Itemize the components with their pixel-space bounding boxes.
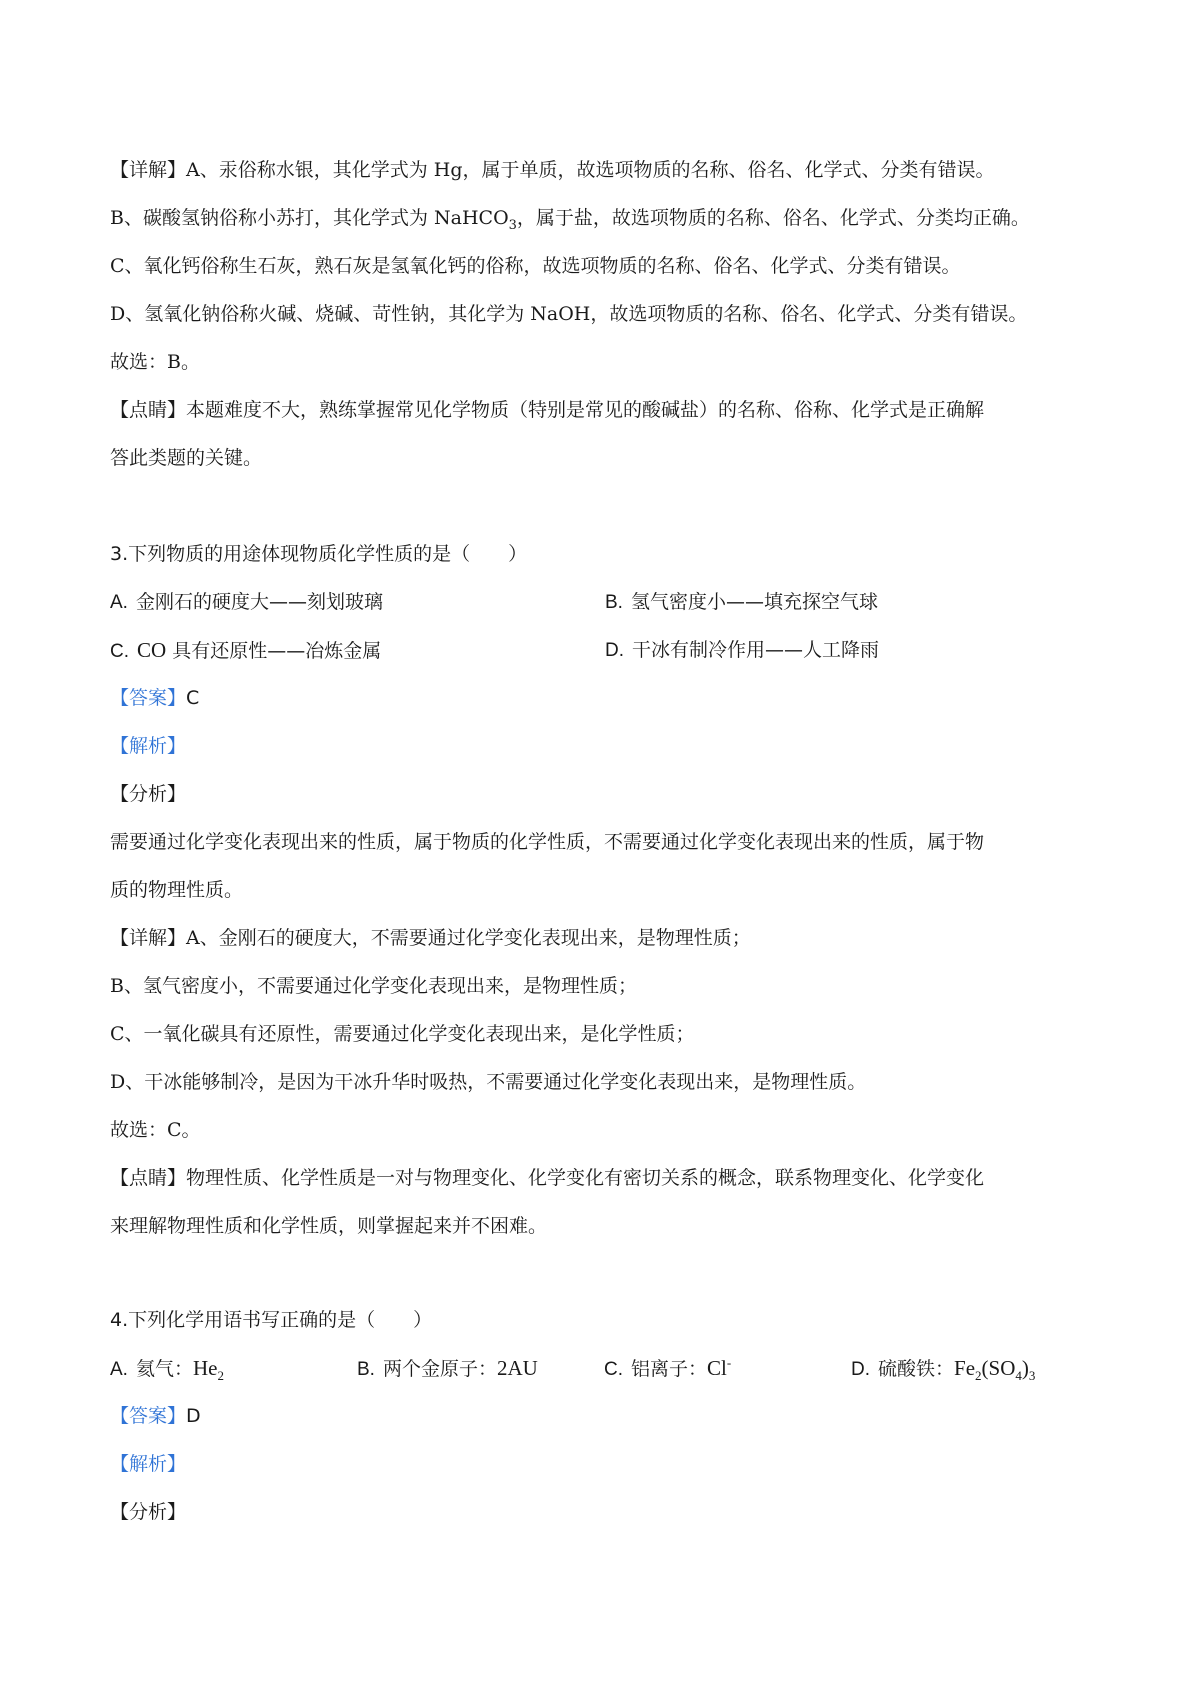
q4-option-b: B. 两个金原子：2AU: [357, 1356, 538, 1380]
q4-option-d: D. 硫酸铁：$Fe_2(SO_4)_3$: [851, 1356, 1036, 1383]
q4-fenxi-tag: 【分析】: [110, 1501, 187, 1523]
spacer: [110, 482, 1100, 530]
q3-dianjing-line-2: 来理解物理性质和化学性质，则掌握起来并不困难。: [110, 1215, 548, 1237]
q3-option-d: D. 干冰有制冷作用——人工降雨: [605, 639, 880, 661]
q3-options-row-2: [110, 626, 1100, 674]
q3-fenxi-tag: 【分析】: [110, 783, 187, 805]
q3-fenxi-line-1: 需要通过化学变化表现出来的性质，属于物质的化学性质，不需要通过化学变化表现出来的性质，属于物: [110, 831, 985, 853]
document-page: [110, 146, 1100, 1536]
q4-answer: 【答案】D: [110, 1405, 201, 1427]
q4-options-row: [110, 1344, 1100, 1392]
q3-jiexi-tag: 【解析】: [110, 735, 187, 757]
detail-line-d: D、氢氧化钠俗称火碱、烧碱、苛性钠，其化学为 NaOH，故选项物质的名称、俗名、化学式、分类有错误。: [110, 303, 1028, 325]
q3-dianjing-line-1: 【点睛】物理性质、化学性质是一对与物理变化、化学变化有密切关系的概念，联系物理变化、化学变化: [110, 1167, 985, 1189]
q3-options-row-1: [110, 578, 1100, 626]
q3-option-a: A. 金刚石的硬度大——刻划玻璃: [110, 591, 383, 613]
spacer: [110, 1250, 1100, 1296]
q3-detail-line-c: C、一氧化碳具有还原性，需要通过化学变化表现出来，是化学性质；: [110, 1023, 695, 1045]
detail-line-a: 【详解】A、汞俗称水银，其化学式为 Hg，属于单质，故选项物质的名称、俗名、化学式、分类有错误。: [110, 159, 995, 181]
choice-line: 故选：B。: [110, 351, 200, 373]
q4-option-c: C. 铝离子：Cl-: [604, 1355, 732, 1380]
detail-line-b: B、碳酸氢钠俗称小苏打，其化学式为 NaHCO$_3$，属于盐，故选项物质的名称、俗名、化学式、分类均正确。: [110, 207, 1030, 233]
q3-option-c: C. CO 具有还原性——冶炼金属: [110, 638, 382, 662]
detail-line-c: C、氧化钙俗称生石灰，熟石灰是氢氧化钙的俗称，故选项物质的名称、俗名、化学式、分类有错误。: [110, 255, 961, 277]
q3-stem: 3.下列物质的用途体现物质化学性质的是（ ）: [110, 543, 528, 565]
q3-detail-line-d: D、干冰能够制冷，是因为干冰升华时吸热，不需要通过化学变化表现出来，是物理性质。: [110, 1071, 867, 1093]
dianjing-line-1: 【点睛】本题难度不大，熟练掌握常见化学物质（特别是常见的酸碱盐）的名称、俗称、化学式是正确解: [110, 399, 985, 421]
q4-jiexi-tag: 【解析】: [110, 1453, 187, 1475]
q3-fenxi-line-2: 质的物理性质。: [110, 879, 244, 901]
q4-stem: 4.下列化学用语书写正确的是（ ）: [110, 1309, 433, 1331]
q3-option-b: B. 氢气密度小——填充探空气球: [605, 591, 878, 613]
q4-option-a: A. 氦气：$He_2$: [110, 1356, 224, 1383]
q3-detail-line-a: 【详解】A、金刚石的硬度大，不需要通过化学变化表现出来，是物理性质；: [110, 927, 751, 949]
q3-detail-line-b: B、氢气密度小，不需要通过化学变化表现出来，是物理性质；: [110, 975, 637, 997]
dianjing-line-2: 答此类题的关键。: [110, 447, 263, 469]
q3-answer: 【答案】C: [110, 687, 200, 709]
q3-choice: 故选：C。: [110, 1119, 201, 1141]
